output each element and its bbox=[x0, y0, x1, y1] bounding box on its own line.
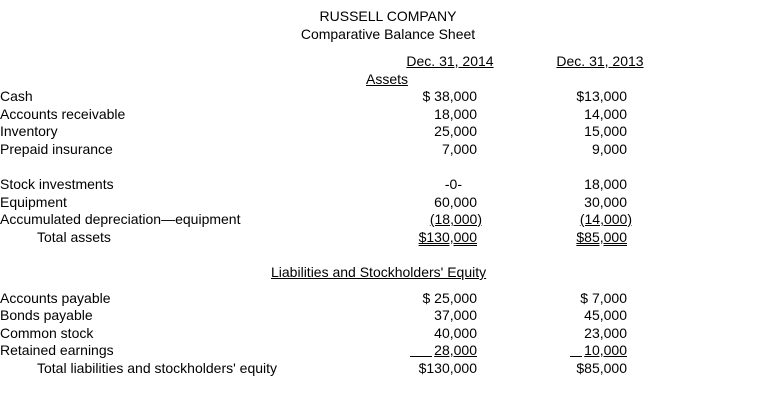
value-2014: 7,000 bbox=[441, 141, 477, 157]
column-header-2013: Dec. 31, 2013 bbox=[556, 53, 644, 69]
value-2013: $ 7,000 bbox=[580, 290, 627, 306]
value-2014: 28,000 bbox=[434, 342, 477, 358]
total-liabilities-equity-2014: $130,000 bbox=[418, 360, 477, 376]
value-2014: $ 25,000 bbox=[422, 290, 477, 306]
value-2013: 15,000 bbox=[584, 123, 627, 139]
total-assets-2014: $130,000 bbox=[418, 229, 477, 245]
value-2014: 37,000 bbox=[434, 307, 477, 323]
liabilities-heading: Liabilities and Stockholders' Equity bbox=[271, 264, 487, 280]
row-label: Common stock bbox=[0, 325, 94, 341]
value-2013: 10,000 bbox=[584, 342, 627, 358]
total-liabilities-equity-2013: $85,000 bbox=[576, 360, 627, 376]
value-2014: $ 38,000 bbox=[422, 88, 477, 104]
underline-rule bbox=[410, 356, 432, 357]
row-label: Equipment bbox=[0, 194, 67, 210]
row-label: Accounts payable bbox=[0, 290, 111, 306]
value-2014: 40,000 bbox=[434, 325, 477, 341]
value-2013: 23,000 bbox=[584, 325, 627, 341]
row-label: Accounts receivable bbox=[0, 106, 126, 122]
total-liabilities-equity-label: Total liabilities and stockholders' equity bbox=[37, 360, 278, 376]
total-assets-label: Total assets bbox=[37, 229, 111, 245]
statement-title: Comparative Balance Sheet bbox=[300, 26, 476, 42]
row-label: Accumulated depreciation—equipment bbox=[0, 211, 241, 227]
value-2014: 25,000 bbox=[434, 123, 477, 139]
value-2013: 14,000 bbox=[584, 106, 627, 122]
row-label: Bonds payable bbox=[0, 307, 93, 323]
company-name: RUSSELL COMPANY bbox=[319, 8, 457, 24]
assets-heading: Assets bbox=[366, 71, 409, 87]
row-label: Prepaid insurance bbox=[0, 141, 113, 157]
underline-rule bbox=[570, 356, 582, 357]
value-2013: 30,000 bbox=[584, 194, 627, 210]
row-label: Stock investments bbox=[0, 176, 114, 192]
value-2014: 18,000 bbox=[434, 106, 477, 122]
value-2013: $13,000 bbox=[576, 88, 627, 104]
value-2014: -0- bbox=[444, 176, 462, 192]
row-label: Retained earnings bbox=[0, 342, 114, 358]
column-header-2014: Dec. 31, 2014 bbox=[406, 53, 494, 69]
value-2013: 45,000 bbox=[584, 307, 627, 323]
total-assets-2013: $85,000 bbox=[576, 229, 627, 245]
value-2014: 60,000 bbox=[434, 194, 477, 210]
row-label: Inventory bbox=[0, 123, 58, 139]
value-2013: 9,000 bbox=[591, 141, 627, 157]
row-label: Cash bbox=[0, 88, 33, 104]
value-2014: (18,000) bbox=[429, 211, 482, 227]
value-2013: (14,000) bbox=[579, 211, 632, 227]
value-2013: 18,000 bbox=[584, 176, 627, 192]
